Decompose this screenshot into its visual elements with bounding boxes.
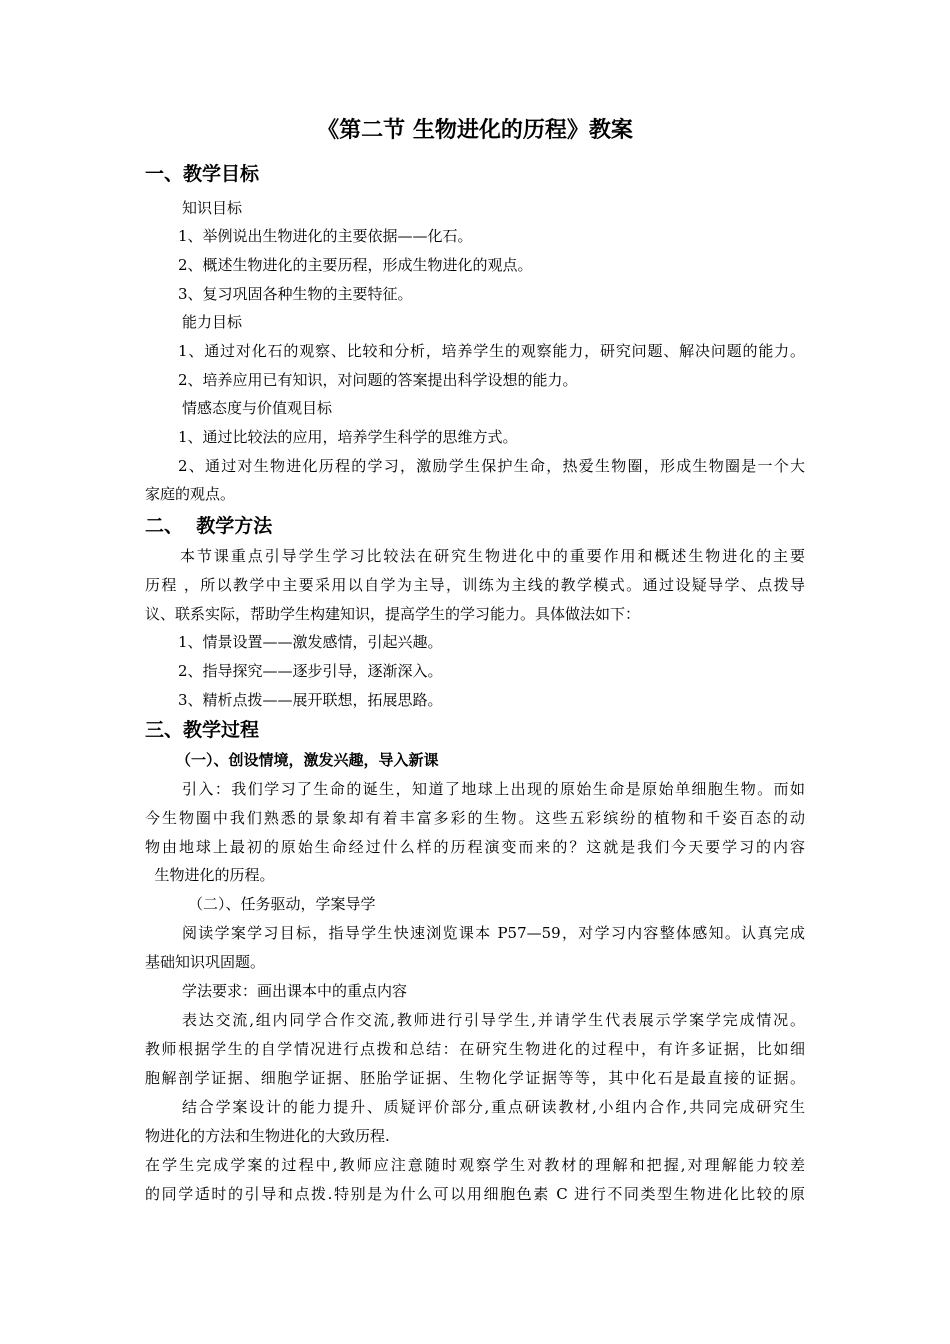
during-line-1: 在学生完成学案的过程中,教师应注意随时观察学生对教材的理解和把握,对理解能力较差	[145, 1156, 805, 1174]
during-line-2: 的同学适时的引导和点拨.特别是为什么可以用细胞色素 C 进行不同类型生物进化比较的原	[145, 1185, 805, 1203]
emotion-goal-2-line-1: 2、通过对生物进化历程的学习，激励学生保护生命，热爱生物圈，形成生物圈是一个大	[178, 457, 805, 475]
knowledge-goal-3: 3、复习巩固各种生物的主要特征。	[178, 285, 413, 303]
methods-paragraph-line-1: 本节课重点引导学生学习比较法在研究生物进化中的重要作用和概述生物进化的主要	[180, 547, 805, 565]
section-heading-process: 三、教学过程	[145, 719, 260, 741]
ability-goal-2: 2、培养应用已有知识，对问题的答案提出科学设想的能力。	[178, 371, 578, 389]
ability-goals-label: 能力目标	[182, 313, 243, 331]
knowledge-goal-1: 1、举例说出生物进化的主要依据——化石。	[178, 227, 473, 245]
intro-line-2: 今生物圈中我们熟悉的景象却有着丰富多彩的生物。这些五彩缤纷的植物和千姿百态的动	[145, 809, 805, 827]
reading-line-2: 基础知识巩固题。	[145, 953, 266, 971]
intro-line-1: 引入：我们学习了生命的诞生，知道了地球上出现的原始生命是原始单细胞生物。而如	[182, 780, 805, 798]
combine-line-2: 物进化的方法和生物进化的大致历程.	[145, 1127, 390, 1145]
expression-line-3: 胞解剖学证据、细胞学证据、胚胎学证据、生物化学证据等等，其中化石是最直接的证据。	[145, 1069, 805, 1087]
emotion-goal-1: 1、通过比较法的应用，培养学生科学的思维方式。	[178, 428, 518, 446]
combine-line-1: 结合学案设计的能力提升、质疑评价部分,重点研读教材,小组内合作,共同完成研究生	[182, 1098, 805, 1116]
process-subheading-2: （二）、任务驱动，学案导学	[188, 895, 376, 913]
expression-line-1: 表达交流,组内同学合作交流,教师进行引导学生,并请学生代表展示学案学完成情况。	[182, 1011, 805, 1029]
methods-paragraph-line-3: 议、联系实际，帮助学生构建知识，提高学生的学习能力。具体做法如下：	[145, 605, 641, 623]
intro-line-3: 物由地球上最初的原始生命经过什么样的历程演变而来的？这就是我们今天要学习的内容	[145, 838, 805, 856]
expression-line-2: 教师根据学生的自学情况进行点拨和总结：在研究生物进化的过程中，有许多证据，比如细	[145, 1040, 805, 1058]
method-item-3: 3、精析点拨——展开联想，拓展思路。	[178, 691, 443, 709]
methods-paragraph-line-2: 历程 ，所以教学中主要采用以自学为主导，训练为主线的教学模式。通过设疑导学、点拨导	[145, 576, 805, 594]
document-title: 《第二节 生物进化的历程》教案	[317, 118, 633, 143]
process-subheading-1: （一）、创设情境，激发兴趣，导入新课	[176, 751, 439, 769]
method-item-2: 2、指导探究——逐步引导，逐渐深入。	[178, 662, 443, 680]
knowledge-goals-label: 知识目标	[182, 199, 243, 217]
ability-goal-1: 1、通过对化石的观察、比较和分析，培养学生的观察能力，研究问题、解决问题的能力。	[178, 342, 805, 360]
section-heading-methods: 二、 教学方法	[145, 515, 273, 537]
method-item-1: 1、情景设置——激发感情，引起兴趣。	[178, 633, 443, 651]
emotion-goal-2-line-2: 家庭的观点。	[145, 485, 236, 503]
emotion-goals-label: 情感态度与价值观目标	[182, 399, 333, 417]
reading-line-1: 阅读学案学习目标，指导学生快速浏览课本 P57—59，对学习内容整体感知。认真完成	[182, 924, 805, 942]
section-heading-objectives: 一、教学目标	[145, 163, 260, 185]
intro-line-4: 生物进化的历程。	[145, 866, 275, 884]
knowledge-goal-2: 2、概述生物进化的主要历程，形成生物进化的观点。	[178, 256, 533, 274]
method-requirement: 学法要求：画出课本中的重点内容	[182, 982, 408, 1000]
